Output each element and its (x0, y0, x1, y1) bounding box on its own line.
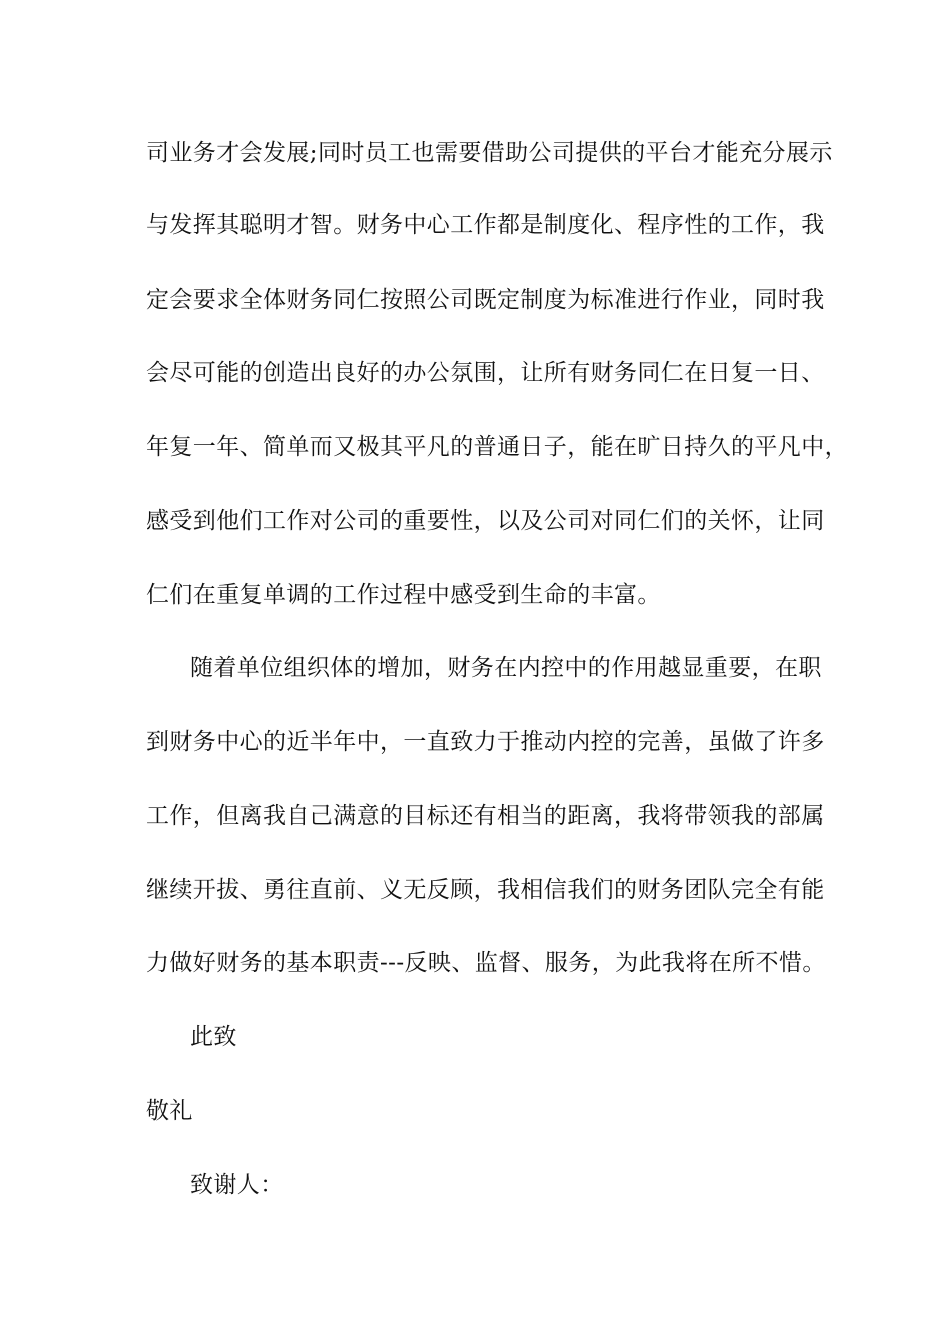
text-line: 力做好财务的基本职责---反映、监督、服务，为此我将在所不惜。 (146, 950, 826, 976)
text-line: 与发挥其聪明才智。财务中心工作都是制度化、程序性的工作，我 (146, 212, 825, 238)
text-line: 工作，但离我自己满意的目标还有相当的距离，我将带领我的部属 (146, 803, 825, 829)
text-line: 司业务才会发展;同时员工也需要借助公司提供的平台才能充分展示 (146, 140, 833, 166)
text-line: 会尽可能的创造出良好的办公氛围，让所有财务同仁在日复一日、 (146, 360, 825, 386)
text-line: 到财务中心的近半年中，一直致力于推动内控的完善，虽做了许多 (146, 729, 825, 755)
closing-regards: 敬礼 (146, 1098, 193, 1124)
closing-salutation: 此致 (190, 1024, 237, 1050)
text-line: 定会要求全体财务同仁按照公司既定制度为标准进行作业，同时我 (146, 287, 825, 313)
text-line: 感受到他们工作对公司的重要性，以及公司对同仁们的关怀，让同 (146, 508, 825, 534)
text-line: 继续开拔、勇往直前、义无反顾，我相信我们的财务团队完全有能 (146, 877, 825, 903)
signature-label: 致谢人： (190, 1172, 284, 1198)
text-line: 仁们在重复单调的工作过程中感受到生命的丰富。 (146, 582, 661, 608)
paragraph-first-line: 随着单位组织体的增加，财务在内控中的作用越显重要，在职 (190, 655, 822, 681)
text-line: 年复一年、简单而又极其平凡的普通日子，能在旷日持久的平凡中， (146, 434, 848, 460)
